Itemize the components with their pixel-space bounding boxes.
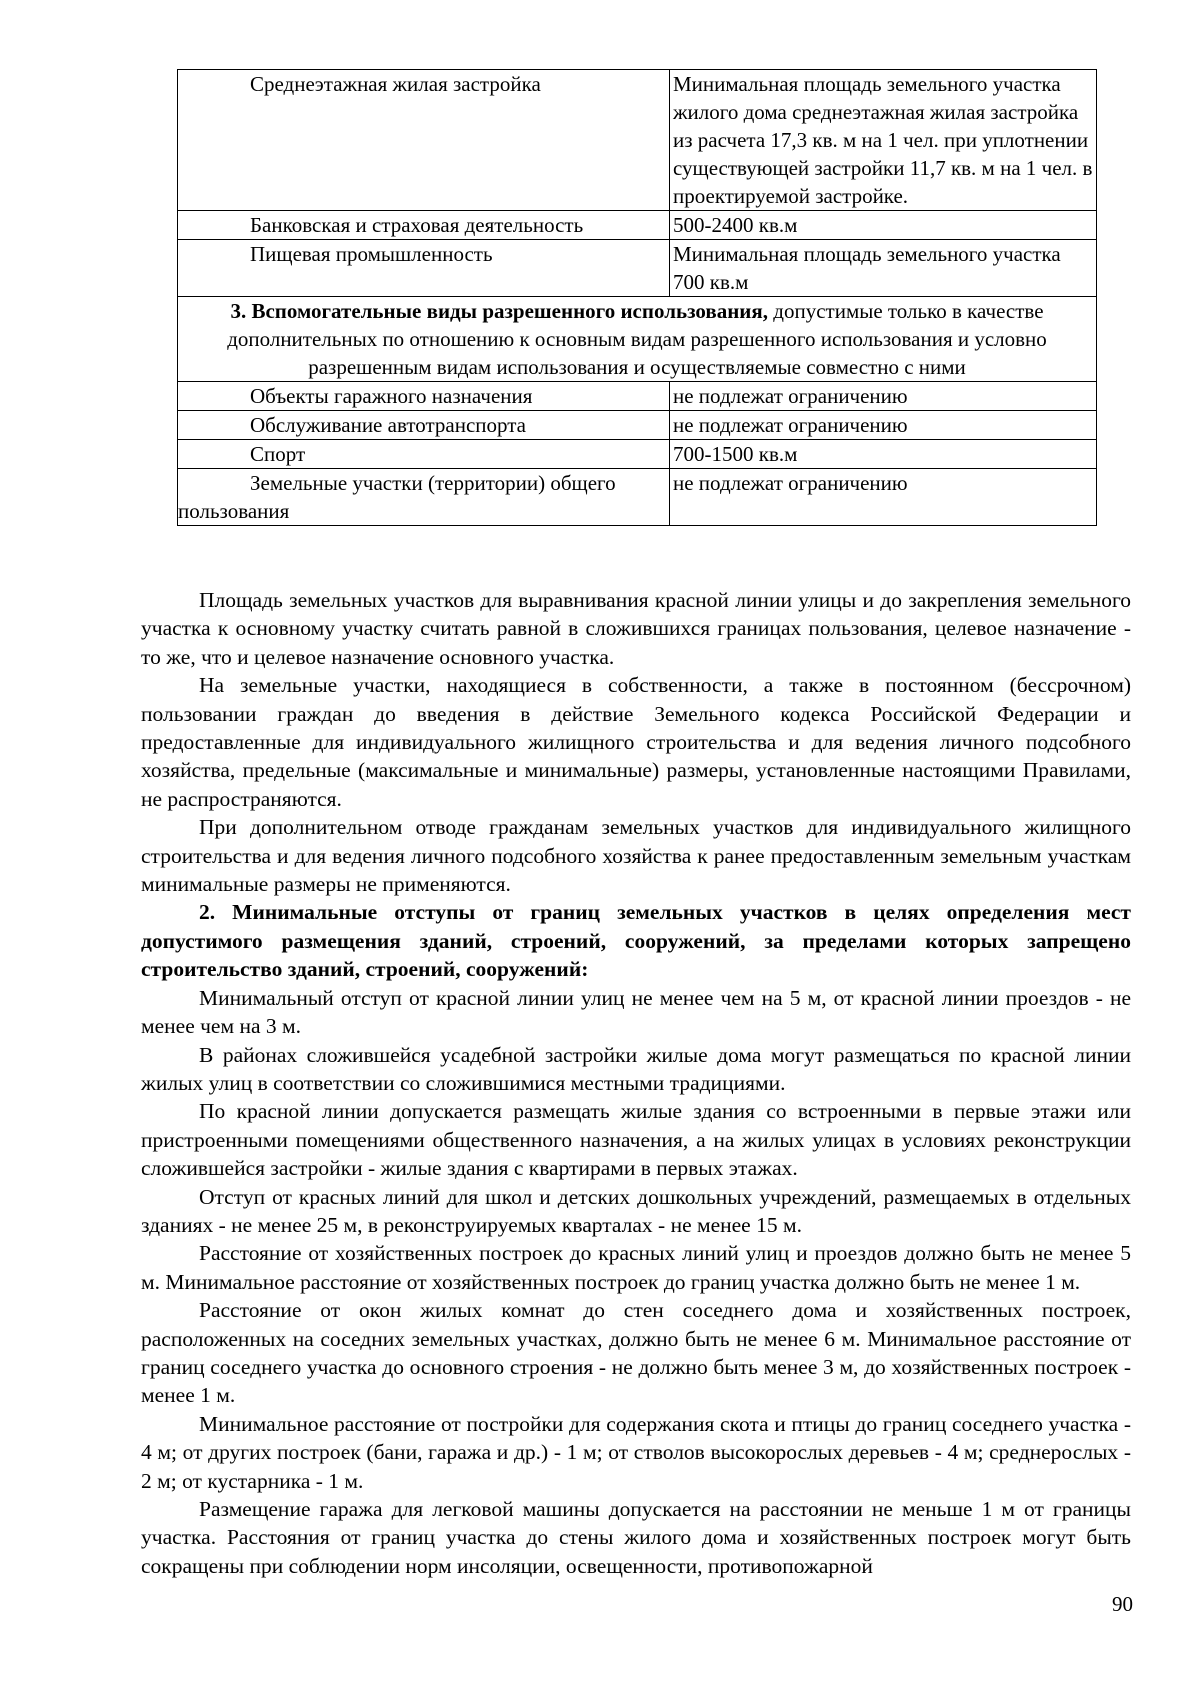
- use-type-cell: [178, 411, 670, 440]
- paragraph: При дополнительном отводе гражданам земельных участков для индивидуального жилищного строительства и для ведения личного подсобного хозяйства к ранее предоставленным земельным участкам минимальные размеры не применяются.: [141, 815, 1131, 897]
- use-type-label: Банковская и страховая деятельность: [250, 213, 584, 237]
- size-limit-cell: 500-2400 кв.м: [670, 211, 1097, 240]
- paragraph: Расстояние от окон жилых комнат до стен соседнего дома и хозяйственных построек, расположенных на соседних земельных участках, должно быть не менее 6 м. Минимальное расстояние от границ соседнего участка до основного строения - не должно быть менее 3 м, до хозяйственных построек - менее 1 м.: [141, 1298, 1131, 1408]
- use-type-cell: [178, 240, 670, 297]
- use-type-cell: [178, 382, 670, 411]
- use-type-label: Земельные участки (территории) общего пользования: [178, 471, 616, 523]
- table-row: [178, 382, 1097, 411]
- section-3-title: 3. Вспомогательные виды разрешенного использования,: [230, 299, 769, 323]
- table-row: [178, 440, 1097, 469]
- use-type-cell: [178, 440, 670, 469]
- size-limit-cell: Минимальная площадь земельного участка жилого дома среднеэтажная жилая застройка из расчета 17,3 кв. м на 1 чел. при уплотнении существующей застройки 11,7 кв. м на 1 чел. в проектируемой застройке.: [670, 70, 1097, 211]
- size-limit-cell: Минимальная площадь земельного участка 700 кв.м: [670, 240, 1097, 297]
- table-row: [178, 240, 1097, 297]
- body-text: [141, 586, 1131, 1580]
- section-heading: 2. Минимальные отступы от границ земельных участков в целях определения мест допустимого размещения зданий, строений, сооружений, за пределами которых запрещено строительство зданий, строений, сооружений:: [141, 900, 1131, 982]
- use-type-cell: [178, 211, 670, 240]
- use-type-label: Объекты гаражного назначения: [250, 384, 533, 408]
- use-type-label: Обслуживание автотранспорта: [250, 413, 526, 437]
- table-row: [178, 469, 1097, 526]
- use-type-cell: [178, 70, 670, 211]
- size-limit-cell: не подлежат ограничению: [670, 469, 1097, 526]
- section-header-row: [178, 297, 1097, 382]
- paragraph: В районах сложившейся усадебной застройки жилые дома могут размещаться по красной линии жилых улиц в соответствии со сложившимися местными традициями.: [141, 1042, 1131, 1095]
- table-row: [178, 70, 1097, 211]
- paragraph: Минимальное расстояние от постройки для содержания скота и птицы до границ соседнего участка - 4 м; от других построек (бани, гаража и др.) - 1 м; от стволов высокорослых деревьев - 4 м; среднерослых - 2 м; от кустарника - 1 м.: [141, 1411, 1131, 1493]
- paragraph: Отступ от красных линий для школ и детских дошкольных учреждений, размещаемых в отдельных зданиях - не менее 25 м, в реконструируемых кварталах - не менее 15 м.: [141, 1184, 1131, 1237]
- section-3-header: [178, 297, 1097, 382]
- table-row: [178, 411, 1097, 440]
- paragraph: Площадь земельных участков для выравнивания красной линии улицы и до закрепления земельного участка к основному участку считать равной в сложившихся границах пользования, целевое назначение - то же, что и целевое назначение основного участка.: [141, 588, 1131, 669]
- land-use-table: [177, 69, 1097, 526]
- paragraph: На земельные участки, находящиеся в собственности, а также в постоянном (бессрочном) пользовании граждан до введения в действие Земельного кодекса Российской Федерации и предоставленные для индивидуального жилищного строительства и для ведения личного подсобного хозяйства, предельные (максимальные и минимальные) размеры, установленные настоящими Правилами, не распространяются.: [141, 673, 1131, 811]
- paragraph: Размещение гаража для легковой машины допускается на расстоянии не меньше 1 м от границы участка. Расстояния от границ участка до стены жилого дома и хозяйственных построек могут быть сокращены при соблюдении норм инсоляции, освещенности, противопожарной: [141, 1497, 1131, 1578]
- use-type-label: Пищевая промышленность: [250, 242, 493, 266]
- use-type-cell: [178, 469, 670, 526]
- paragraph: Расстояние от хозяйственных построек до красных линий улиц и проездов должно быть не менее 5 м. Минимальное расстояние от хозяйственных построек до границ участка должно быть не менее 1 м.: [141, 1241, 1131, 1294]
- size-limit-cell: не подлежат ограничению: [670, 411, 1097, 440]
- page-number: 90: [1112, 1592, 1133, 1616]
- section-3-description: допустимые только в качестве дополнительных по отношению к основным видам разрешенного использования и условно разрешенным видам использования и осуществляемые совместно с ними: [227, 299, 1047, 379]
- table-row: [178, 211, 1097, 240]
- paragraph: По красной линии допускается размещать жилые здания со встроенными в первые этажи или пристроенными помещениями общественного назначения, а на жилых улицах в условиях реконструкции сложившейся застройки - жилые здания с квартирами в первых этажах.: [141, 1099, 1131, 1181]
- use-type-label: Спорт: [250, 442, 306, 466]
- use-type-label: Среднеэтажная жилая застройка: [250, 72, 541, 96]
- size-limit-cell: 700-1500 кв.м: [670, 440, 1097, 469]
- paragraph: Минимальный отступ от красной линии улиц не менее чем на 5 м, от красной линии проездов - не менее чем на 3 м.: [141, 985, 1131, 1039]
- size-limit-cell: не подлежат ограничению: [670, 382, 1097, 411]
